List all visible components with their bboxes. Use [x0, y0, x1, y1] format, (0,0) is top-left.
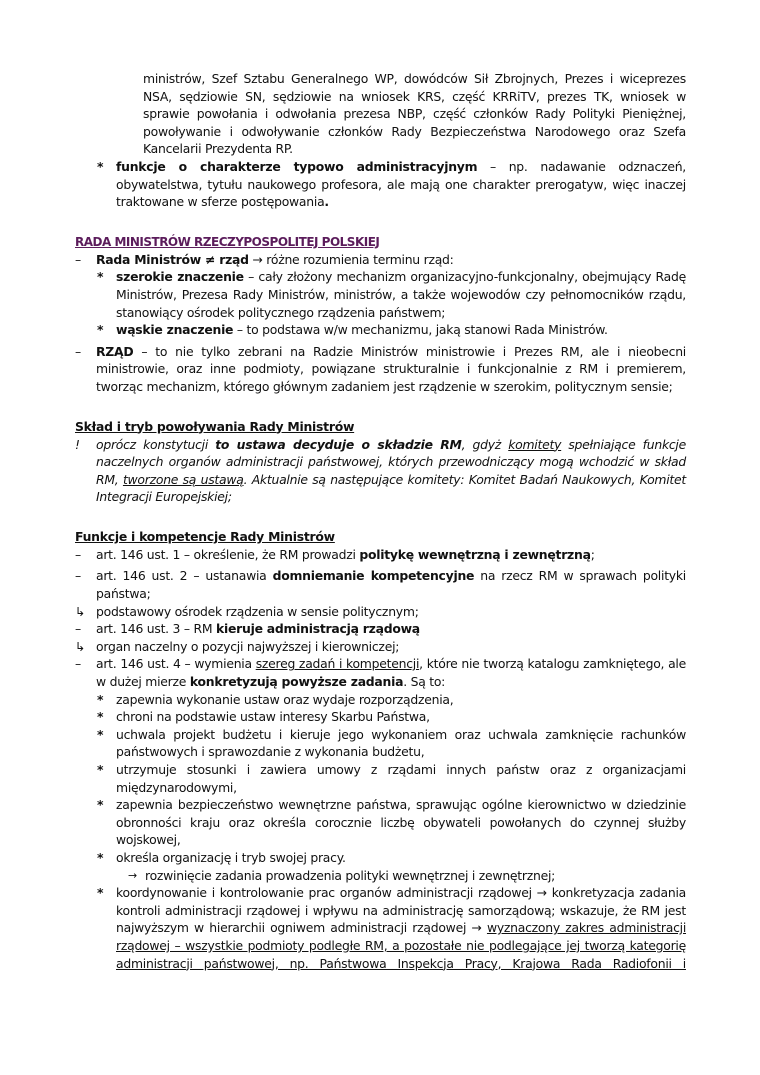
bold-text: domniemanie kompetencyjne [272, 568, 475, 584]
list-item [0, 796, 686, 849]
list-item [0, 849, 686, 867]
section-heading-rada: RADA MINISTRÓW RZECZYPOSPOLITEJ POLSKIEJ [75, 234, 380, 249]
list-item [0, 638, 686, 656]
bullet-dash: – [75, 656, 81, 672]
text: koordynowanie i kontrolowanie prac organów administracji rządowej → konkretyzacja zadania kontroli administracji rządowej i wpływu na administrację samorządową; wskazuje, że RM jest najwyższym w hierarchii ogniwem administracji rządowej → [116, 885, 686, 936]
text: rozwinięcie zadania prowadzenia polityki wewnętrznej i zewnętrznej; [145, 867, 556, 883]
bullet-star: * [97, 885, 104, 901]
bullet-star: * [97, 322, 104, 338]
text: . Są to: [403, 674, 446, 690]
list-item [0, 761, 686, 796]
list-item [0, 251, 686, 269]
list-item [0, 546, 686, 564]
list-item [0, 726, 686, 761]
list-item [0, 158, 686, 211]
list-item [0, 567, 686, 602]
text: → różne rozumienia terminu rząd: [248, 251, 454, 267]
list-item [0, 691, 686, 709]
bullet-dash: – [75, 621, 81, 637]
list-item [0, 343, 686, 396]
text: – np. nadawanie odznaczeń, obywatelstwa, tytułu naukowego profesora, ale mają one charakter prerogatyw, więc inaczej traktowane w sferze postępowania [116, 158, 686, 210]
bold-text: wąskie znaczenie [116, 322, 234, 338]
text: art. 146 ust. 4 – wymienia [96, 656, 256, 672]
text: zapewnia wykonanie ustaw oraz wydaje rozporządzenia, [116, 691, 454, 707]
text: , które nie tworzą katalogu zamkniętego, ale w dużej mierze [96, 656, 686, 690]
bullet-star: * [97, 797, 104, 813]
text: . [324, 194, 329, 210]
text: organ naczelny o pozycji najwyższej i kierowniczej; [96, 638, 400, 654]
bold-text: Rada Ministrów ≠ rząd [96, 251, 249, 267]
bullet-dash: – [75, 546, 81, 562]
hook-arrow-icon: ↳ [75, 638, 86, 654]
bullet-star: * [97, 762, 104, 777]
text: uchwala projekt budżetu i kieruje jego wykonaniem oraz uchwala zamknięcie rachunków państwowych i sprawozdanie z wykonania budżetu, [116, 726, 686, 760]
text: – to nie tylko zebrani na Radzie Ministrów ministrowie i Prezes RM, ale i nieobecni ministrowie, oraz inne podmioty, powiązane strukturalnie i funkcjonalnie z RM i premierem, tworząc mechanizm, którego głównym zadaniem jest rządzenie w szerokim, politycznym sensie; [96, 343, 686, 394]
list-item [0, 436, 686, 506]
hook-arrow-icon: ↳ [75, 603, 86, 619]
text: zapewnia bezpieczeństwo wewnętrzne państwa, sprawując ogólne kierownictwo w dziedzinie obronności kraju oraz określa corocznie liczbę obywateli powołanych do czynnej służby wojskowej, [116, 797, 686, 848]
bullet-star: * [97, 709, 104, 725]
bold-text: politykę wewnętrzną i zewnętrzną [359, 546, 591, 562]
bold-text: funkcje o charakterze typowo administracyjnym [116, 158, 478, 174]
bold-text: RZĄD [96, 343, 134, 359]
arrow-icon: → [128, 868, 137, 882]
document-page [0, 70, 760, 972]
text: określa organizację i tryb swojej pracy. [116, 849, 346, 865]
text: art. 146 ust. 1 – określenie, że RM prowadzi [96, 546, 360, 562]
list-item [0, 321, 686, 339]
bold-text: szerokie znaczenie [116, 269, 244, 285]
text: podstawowy ośrodek rządzenia w sensie politycznym; [96, 603, 419, 619]
text: utrzymuje stosunki i zawiera umowy z rządami innych państw oraz z organizacjami międzynarodowymi, [116, 762, 686, 795]
exclamation-marker: ! [75, 436, 80, 452]
bullet-star: * [97, 269, 104, 285]
bullet-star: * [97, 726, 104, 742]
bullet-dash: – [75, 343, 81, 359]
text: . Aktualnie są następujące komitety: Komitet Badań Naukowych, Komitet Integracji Europejskiej; [96, 471, 686, 505]
bullet-star: * [97, 849, 104, 865]
text: art. 146 ust. 3 – RM [96, 621, 216, 637]
list-item [0, 884, 686, 972]
list-item [0, 655, 686, 690]
underlined-text: szereg zadań i kompetencji [255, 656, 420, 672]
paragraph-continuation [0, 70, 686, 158]
underlined-text: komitety [508, 436, 562, 452]
list-item [0, 867, 686, 885]
bullet-dash: – [75, 568, 81, 584]
bullet-star: * [97, 158, 104, 174]
list-item [0, 620, 686, 638]
underlined-text: wyznaczony zakres administracji rządowej – wszystkie podmioty podległe RM, a pozostałe nie podlegające jej tworzą kategorię administracji państwowej, np. Państwowa Inspekcja Pracy, Krajowa Rada Radiofonii i [116, 920, 687, 971]
text: art. 146 ust. 2 – ustanawia [96, 568, 273, 584]
section-heading-funkcje: Funkcje i kompetencje Rady Ministrów [75, 528, 335, 544]
list-item [0, 708, 686, 726]
text: ; [590, 546, 595, 562]
text: ministrów, Szef Sztabu Generalnego WP, dowódców Sił Zbrojnych, Prezes i wiceprezes NSA, sędziowie SN, sędziowie na wniosek KRS, część KRRiTV, prezes TK, wniosek w sprawie powołania i odwołania prezesa NBP, część członków Rady Polityki Pieniężnej, powoływanie i odwoływanie członków Rady Bezpieczeństwa Narodowego oraz Szefa Kancelarii Prezydenta RP. [143, 71, 686, 157]
underlined-text: tworzone są ustawą [122, 471, 244, 487]
text: chroni na podstawie ustaw interesy Skarbu Państwa, [116, 709, 430, 725]
text: spełniające funkcje naczelnych organów administracji państwowej, których przewodniczący mogą wchodzić w skład RM, [96, 436, 686, 487]
bold-text: konkretyzują powyższe zadania [189, 674, 404, 690]
bold-text: kieruje administracją rządową [216, 621, 420, 637]
bullet-dash: – [75, 251, 81, 267]
list-item [0, 268, 686, 321]
text: – to podstawa w/w mechanizmu, jaką stanowi Rada Ministrów. [233, 322, 608, 338]
text: oprócz konstytucji [96, 436, 216, 452]
bullet-star: * [97, 691, 104, 707]
text: , gdyż [461, 436, 509, 452]
text: na rzecz RM w sprawach polityki państwa; [96, 568, 687, 602]
text: – cały złożony mechanizm organizacyjno-funkcjonalny, obejmujący Radę Ministrów, Prezesa Rady Ministrów, ministrów, a także wojewodów czy pełnomocników rządu, stanowiący ośrodek politycznego rządzenia państwem; [116, 269, 686, 320]
bold-text: to ustawa decyduje o składzie RM [215, 436, 462, 452]
list-item [0, 603, 686, 621]
section-heading-sklad: Skład i tryb powoływania Rady Ministrów [75, 418, 355, 434]
